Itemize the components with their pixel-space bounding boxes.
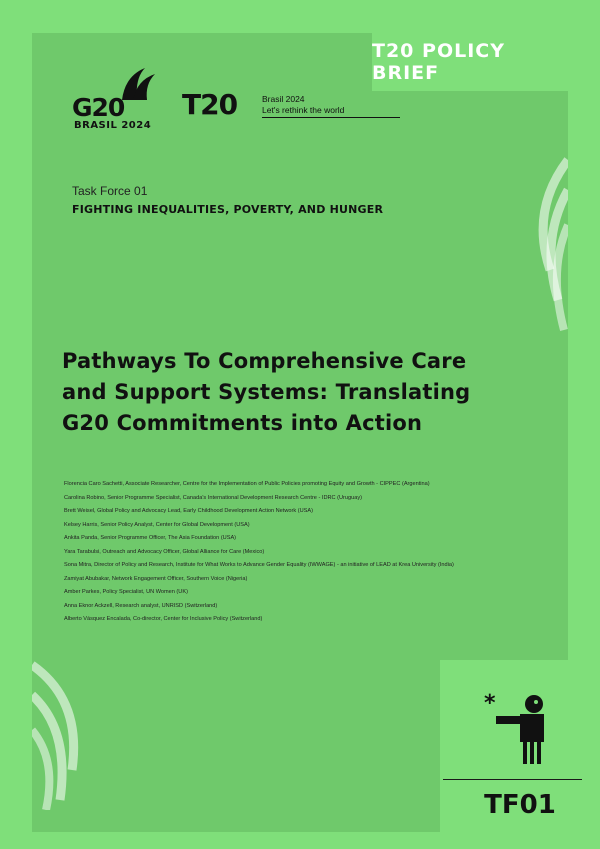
author-entry: Anna Eknor Ackzell, Research analyst, UNRISD (Switzerland)	[64, 602, 218, 609]
author-entry: Amber Parkes, Policy Specialist, UN Women (UK)	[64, 589, 188, 595]
policy-brief-banner	[372, 33, 568, 91]
decorative-curves-right	[520, 150, 568, 350]
title-line: Pathways To Comprehensive Care	[62, 349, 467, 373]
t20-brasil: Brasil 2024	[262, 94, 305, 104]
author-entry: Alberto Vásquez Encalada, Co-director, Center for Inclusive Policy (Switzerland)	[64, 616, 263, 622]
g20-wordmark: G20	[72, 93, 125, 122]
author-list	[64, 478, 564, 627]
document-title	[62, 346, 532, 439]
author-entry: Kelsey Harris, Senior Policy Analyst, Center for Global Development (USA)	[64, 521, 250, 528]
policy-brief-label: T20 POLICY BRIEF	[372, 40, 505, 84]
author-entry: Ankita Panda, Senior Programme Officer, The Asia Foundation (USA)	[64, 535, 237, 541]
svg-text:*: *	[484, 691, 496, 716]
author-entry: Brett Weisel, Global Policy and Advocacy Lead, Early Childhood Development Action Network (USA)	[64, 508, 313, 514]
author-entry: Yara Tarabulsi, Outreach and Advocacy Officer, Global Alliance for Care (Mexico)	[64, 548, 265, 555]
t20-tagline: Let's rethink the world	[262, 105, 345, 115]
g20-subtitle: BRASIL 2024	[74, 120, 152, 131]
figure-pictogram-icon	[478, 688, 560, 770]
author-entry: Zamiyat Abubakar, Network Engagement Officer, Southern Voice (Nigeria)	[64, 575, 248, 582]
task-force-label: Task Force 01	[72, 184, 148, 198]
t20-underline	[262, 117, 400, 118]
title-line: G20 Commitments into Action	[62, 411, 423, 435]
author-entry: Carolina Robino, Senior Programme Specialist, Canada's International Development Research Centre - IDRC (Uruguay)	[64, 494, 362, 501]
decorative-curves-left	[32, 660, 92, 810]
author-entry: Florencia Caro Sachetti, Associate Researcher, Centre for the Implementation of Public Policies promoting Equity and Growth - CIPPEC (Argentina)	[64, 481, 430, 487]
t20-wordmark: T20	[182, 88, 238, 121]
task-force-title: FIGHTING INEQUALITIES, POVERTY, AND HUNGER	[72, 203, 384, 216]
author-entry: Sona Mitra, Director of Policy and Research, Institute for What Works to Advance Gender Equality (IWWAGE) - an initiative of LEAD at Krea University (India)	[64, 562, 454, 568]
task-force-code: TF01	[484, 790, 556, 820]
title-line: and Support Systems: Translating	[62, 380, 471, 404]
logo-block	[72, 66, 345, 136]
badge-divider	[443, 779, 582, 780]
